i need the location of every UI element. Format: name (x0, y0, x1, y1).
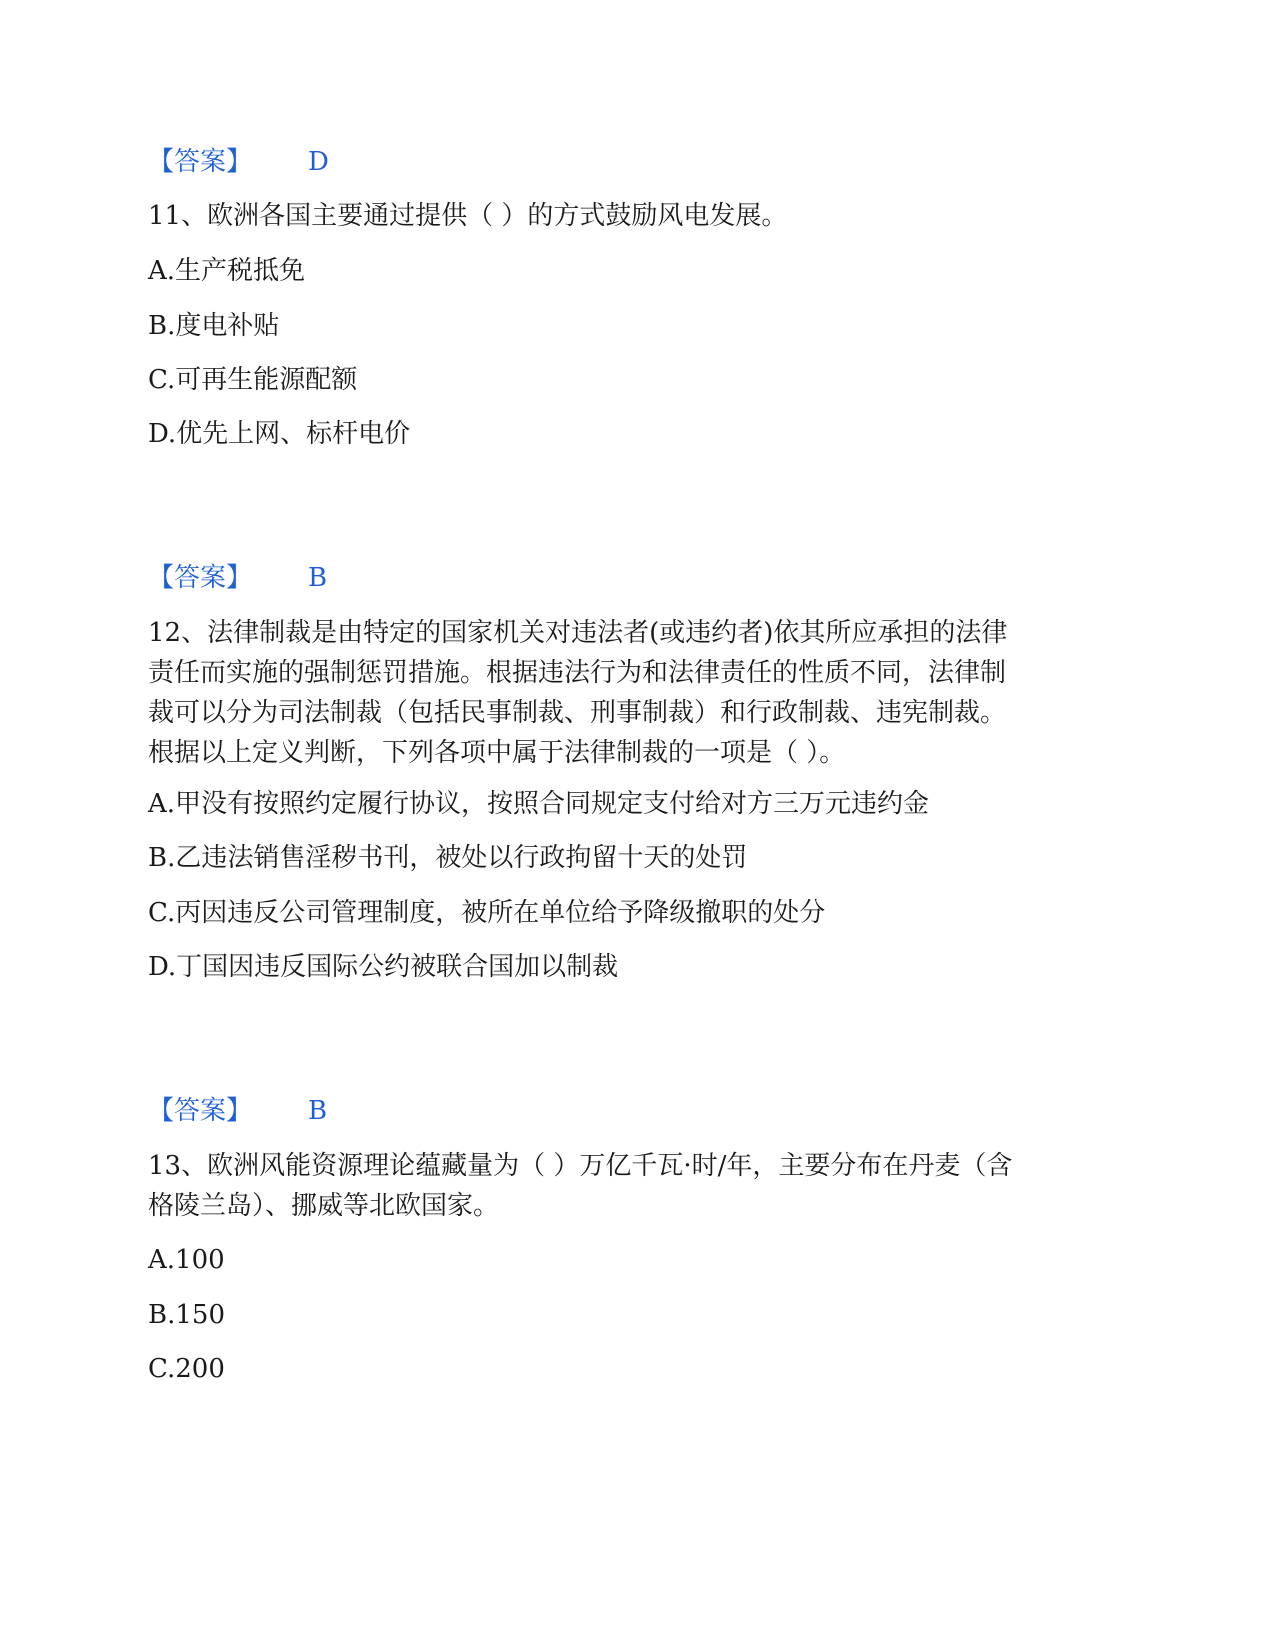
option-d: D.优先上网、标杆电价 (148, 419, 411, 449)
answer-letter: B (308, 1096, 328, 1126)
question-12-line-3: 裁可以分为司法制裁（包括民事制裁、刑事制裁）和行政制裁、违宪制裁。 (148, 698, 1007, 728)
answer-line-q12 (148, 1094, 1128, 1128)
option-a: A.100 (148, 1245, 225, 1275)
answer-line-q11 (148, 561, 1128, 595)
option-b: B.150 (148, 1300, 225, 1330)
question-12-line-4: 根据以上定义判断，下列各项中属于法律制裁的一项是（ ）。 (148, 738, 846, 768)
option-c: C.200 (148, 1354, 225, 1384)
option-c: C.丙因违反公司管理制度，被所在单位给予降级撤职的处分 (148, 898, 826, 928)
option-a: A.生产税抵免 (148, 256, 306, 286)
question-13-line-2: 格陵兰岛）、挪威等北欧国家。 (148, 1191, 500, 1221)
option-a: A.甲没有按照约定履行协议，按照合同规定支付给对方三万元违约金 (148, 789, 930, 819)
answer-letter: B (308, 563, 328, 593)
question-12-line-1: 12、法律制裁是由特定的国家机关对违法者(或违约者)依其所应承担的法律 (148, 618, 1008, 648)
option-b: B.度电补贴 (148, 311, 280, 341)
option-d: D.丁国因违反国际公约被联合国加以制裁 (148, 952, 619, 982)
option-c: C.可再生能源配额 (148, 365, 358, 395)
option-b: B.乙违法销售淫秽书刊，被处以行政拘留十天的处罚 (148, 843, 748, 873)
answer-line-q10 (148, 145, 1128, 179)
question-13 (148, 1146, 1128, 1226)
answer-label: 【答案】 (148, 563, 253, 593)
question-12-line-2: 责任而实施的强制惩罚措施。根据违法行为和法律责任的性质不同，法律制 (148, 658, 1007, 688)
question-13-line-1: 13、欧洲风能资源理论蕴藏量为（ ）万亿千瓦·时/年，主要分布在丹麦（含 (148, 1151, 1013, 1181)
question-11: 11、欧洲各国主要通过提供（ ）的方式鼓励风电发展。 (148, 201, 788, 231)
answer-label: 【答案】 (148, 147, 253, 177)
answer-letter: D (308, 147, 329, 177)
answer-label: 【答案】 (148, 1096, 253, 1126)
question-12 (148, 613, 1128, 773)
